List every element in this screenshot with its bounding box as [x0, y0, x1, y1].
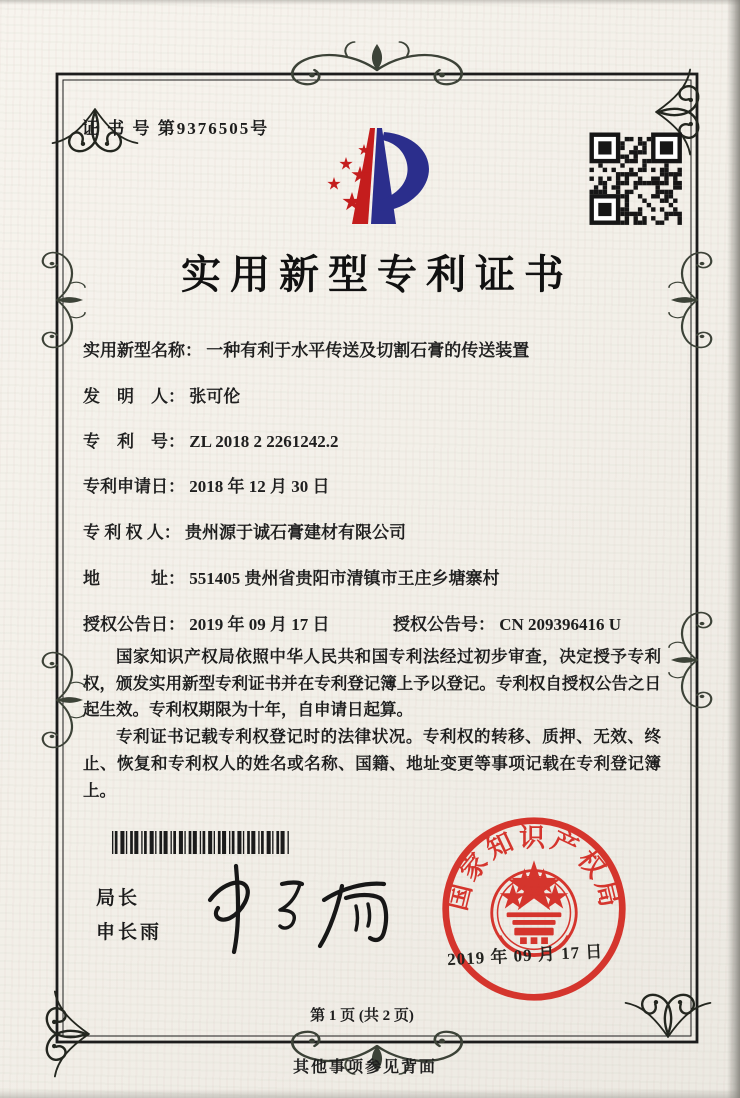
- seal-ring-text: 国家知识产权局: [442, 823, 626, 914]
- field-label: 专利申请日：: [83, 477, 185, 496]
- page-number: 第 1 页 (共 2 页): [310, 1008, 414, 1024]
- legal-paragraph-1: 国家知识产权局依照中华人民共和国专利法经过初步审查，决定授予专利权，颁发实用新型专利证书并在专利登记簿上予以登记。专利权自授权公告之日起生效。专利权期限为十年，自申请日起算。: [83, 647, 661, 720]
- cnipa-logo: [308, 120, 458, 232]
- legal-text: [83, 644, 661, 804]
- scan-shadow-top: [0, 0, 740, 5]
- certificate-number: 证 书 号 第9376505号: [82, 119, 270, 138]
- field-row-grant: [83, 610, 675, 635]
- field-row-inventor: [83, 382, 675, 407]
- back-note: 其他事项参见背面: [292, 1059, 437, 1076]
- officer-title: 局长: [96, 888, 141, 909]
- official-seal: [438, 813, 630, 1005]
- field-row-patentee: [83, 518, 675, 543]
- field-value: CN 209396416 U: [499, 615, 622, 634]
- barcode: [112, 831, 292, 854]
- field-row-name: [83, 336, 675, 361]
- field-label: 地 址：: [83, 569, 185, 588]
- field-value: 2019 年 09 月 17 日: [189, 615, 330, 634]
- scan-shadow-right: [727, 0, 740, 1098]
- seal-date: 2019 年 09 月 17 日: [446, 941, 604, 970]
- field-label: 发 明 人：: [83, 387, 185, 406]
- field-label: 授权公告号：: [393, 615, 495, 634]
- field-row-patent-no: [83, 427, 675, 452]
- officer-name: 申长雨: [96, 922, 163, 944]
- field-value: 贵州源于诚石膏建材有限公司: [185, 523, 406, 542]
- field-row-filing-date: [83, 472, 675, 497]
- field-value: 张可伦: [189, 387, 241, 406]
- field-label: 实用新型名称：: [83, 341, 202, 360]
- signature-handwriting: [196, 854, 411, 964]
- field-label: 授权公告日：: [83, 615, 185, 634]
- field-value: 2018 年 12 月 30 日: [189, 477, 330, 496]
- field-value: 551405 贵州省贵阳市清镇市王庄乡塘寨村: [189, 569, 500, 588]
- officer-block: [96, 882, 162, 950]
- field-value: ZL 2018 2 2261242.2: [189, 432, 339, 451]
- field-label: 专 利 号：: [83, 432, 185, 451]
- field-row-address: [83, 564, 675, 589]
- field-value: 一种有利于水平传送及切割石膏的传送装置: [206, 341, 530, 360]
- legal-paragraph-2: 专利证书记载专利权登记时的法律状况。专利权的转移、质押、无效、终止、恢复和专利权人的姓名或名称、国籍、地址变更等事项记载在专利登记簿上。: [83, 727, 661, 800]
- certificate-title: 实用新型专利证书: [181, 252, 573, 297]
- qr-code: [586, 129, 686, 229]
- field-label: 专 利 权 人：: [83, 523, 181, 542]
- scan-shadow-bottom: [0, 1089, 740, 1098]
